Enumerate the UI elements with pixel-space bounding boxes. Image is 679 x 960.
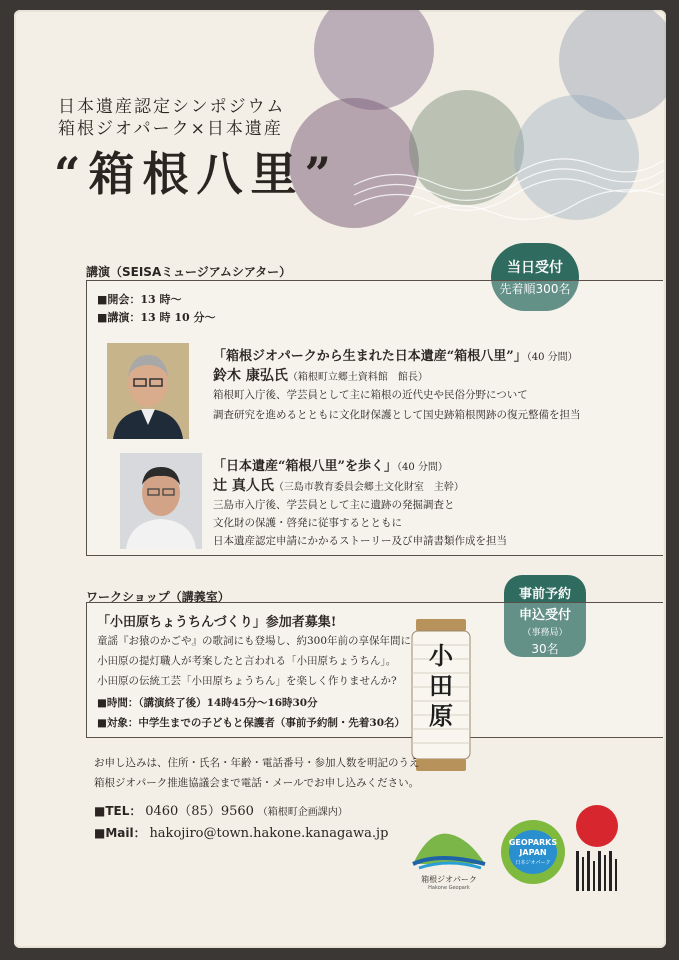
apply-text: 箱根ジオパーク推進協議会まで電話・メールでお申し込みください。: [94, 777, 420, 789]
talk-title-row: [213, 455, 448, 474]
start-time: ■講演：13 時 10 分〜: [97, 311, 216, 324]
badge-line: 先着順300名: [499, 282, 571, 296]
header-line2: 箱根ジオパーク×日本遺産: [58, 119, 283, 139]
geoparks-japan-logo: [501, 820, 565, 884]
workshop-heading: 「小田原ちょうちんづくり」参加者募集!: [97, 615, 337, 630]
mail-row: [94, 824, 388, 841]
open-time: ■開会：13 時〜: [97, 293, 182, 306]
japan-heritage-logo: [574, 805, 620, 895]
lantern-illustration: [406, 615, 476, 775]
talk-duration: （40 分間）: [526, 352, 578, 363]
logo-text: JAPAN: [519, 848, 547, 857]
speaker-affiliation: （三島市教育委員会郷土文化財室 主幹）: [273, 482, 464, 493]
logo-text: GEOPARKS: [508, 838, 558, 847]
workshop-body: 小田原の提灯職人が考案したと言われる「小田原ちょうちん」。: [97, 655, 397, 667]
speaker-row: [213, 475, 464, 495]
speaker-row: [213, 365, 428, 385]
workshop-body: 小田原の伝統工芸「小田原ちょうちん」を楽しく作りませんか?: [97, 675, 397, 687]
badge-line: 当日受付: [507, 260, 563, 276]
lantern-text: 小田原: [429, 641, 453, 730]
speaker-desc: 三島市入庁後、学芸員として主に遺跡の発掘調査と: [213, 499, 455, 511]
wave-decoration: [354, 105, 664, 235]
speaker-desc: 箱根町入庁後、学芸員として主に箱根の近代史や民俗分野について: [213, 389, 528, 401]
tel-label: ■TEL：: [94, 804, 142, 818]
workshop-target: ■対象：中学生までの子どもと保護者（事前予約制・先着30名）: [97, 717, 406, 729]
watercolor-circle: [314, 10, 434, 110]
logo-text: Hakone Geopark: [428, 885, 470, 891]
apply-text: お申し込みは、住所・氏名・年齢・電話番号・参加人数を明記のうえ: [94, 757, 420, 769]
mail-label: ■Mail：: [94, 826, 146, 840]
speaker-name: 辻 真人氏: [213, 478, 274, 494]
badge-line: 30名: [531, 642, 559, 656]
badge-line: 事前予約: [518, 587, 571, 602]
mail-address[interactable]: hakojiro@town.hakone.kanagawa.jp: [149, 826, 389, 841]
tel-note: （箱根町企画課内）: [257, 807, 348, 818]
tel-row: [94, 800, 348, 819]
badge-line: （事務局）: [522, 628, 568, 638]
speaker-name: 鈴木 康弘氏: [213, 368, 288, 384]
logo-text: 日本ジオパーク: [515, 860, 551, 866]
speaker-desc: 文化財の保護・啓発に従事するとともに: [213, 517, 402, 529]
speaker-photo: [107, 343, 189, 439]
workshop-body: 童謡『お猿のかごや』の歌詞にも登場し、約300年前の享保年間に: [97, 635, 412, 647]
talk-title: 「日本遺産“箱根八里”を歩く」: [213, 459, 397, 474]
talk-title: 「箱根ジオパークから生まれた日本遺産“箱根八里”」: [213, 349, 527, 364]
tel-number[interactable]: 0460（85）9560: [145, 804, 254, 819]
speaker-desc: 調査研究を進めるとともに文化財保護として国史跡箱根関跡の復元整備を担当: [213, 409, 581, 421]
badge-line: 申込受付: [518, 608, 571, 623]
hakone-geopark-logo: [409, 824, 489, 894]
page-title: “箱根八里”: [54, 147, 339, 201]
talk-duration: （40 分間）: [396, 462, 448, 473]
logo-text: 箱根ジオパーク: [421, 875, 477, 884]
header-line1: 日本遺産認定シンポジウム: [58, 97, 286, 117]
talk-title-row: [213, 345, 578, 364]
speaker-photo: [120, 453, 202, 549]
workshop-time: ■時間：（講演終了後）14時45分〜16時30分: [97, 697, 318, 709]
speaker-desc: 日本遺産認定申請にかかるストーリー及び申請書類作成を担当: [213, 535, 507, 547]
poster: [14, 10, 666, 948]
workshop-box: [86, 602, 663, 738]
workshop-section-label: ワークショップ（講義室）: [86, 590, 230, 604]
lecture-box: [86, 280, 663, 556]
lecture-section-label: 講演（SEISAミュージアムシアター）: [86, 265, 292, 279]
speaker-affiliation: （箱根町立郷土資料館 館長）: [287, 372, 428, 383]
